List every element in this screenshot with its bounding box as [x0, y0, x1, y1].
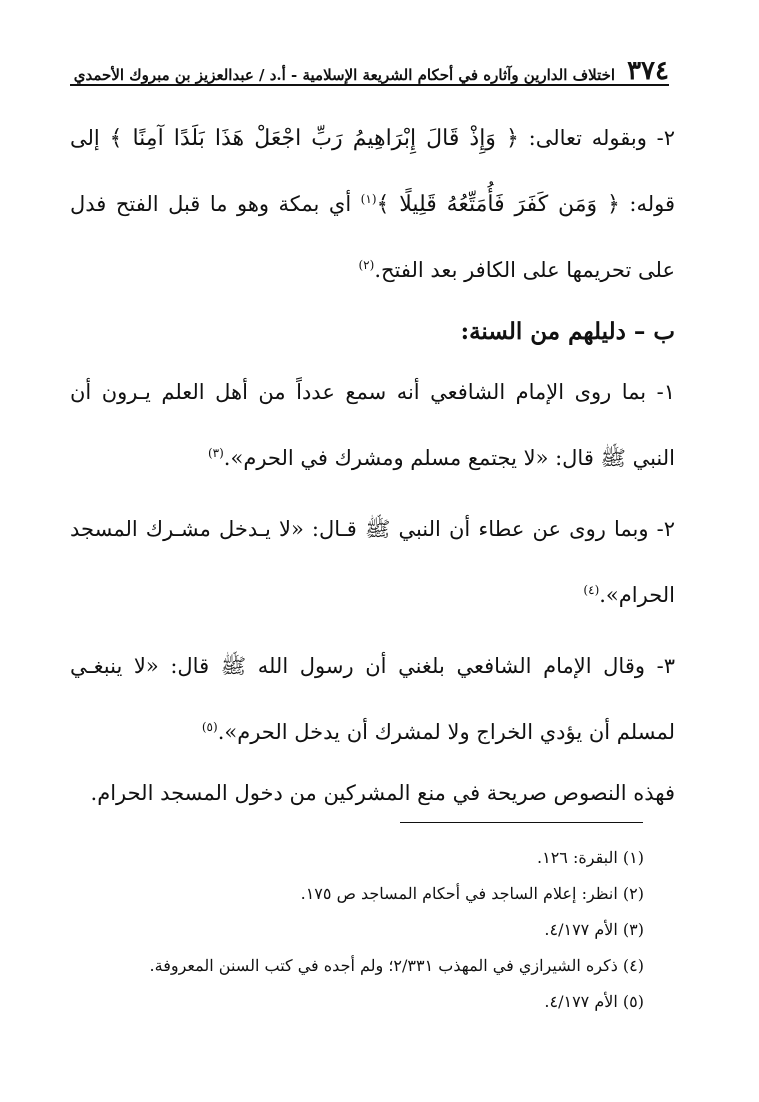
footnote-5: (٥) الأم ٤/١٧٧. [544, 992, 644, 1011]
hadith-paragraph-3 [70, 636, 675, 763]
hadith-text-2: ٢- وبما روى عن عطاء أن النبي ﷺ قـال: «لا يـدخل مشـرك المسجد الحرام». [70, 517, 675, 607]
hadith-paragraph-1 [70, 362, 675, 489]
quran-verse-1: ﴿ وَإِذْ قَالَ إِبْرَاهِيمُ رَبِّ اجْعَلْ هَذَا بَلَدًا آمِنًا ﴾ [109, 126, 519, 151]
paragraph-explanation: أي بمكة وهو ما قبل الفتح فدل على تحريمها على الكافر بعد الفتح. [70, 192, 675, 282]
running-header [70, 58, 669, 86]
footnote-ref-1: (١) [360, 192, 377, 206]
footnote-ref-3: (٣) [207, 446, 224, 460]
footnote-2: (٢) انظر: إعلام الساجد في أحكام المساجد ص ١٧٥. [300, 884, 644, 903]
header-title: اختلاف الدارين وآثاره في أحكام الشريعة الإسلامية - أ.د / عبدالعزيز بن مبروك الأحمدي [73, 66, 616, 84]
main-text [70, 108, 675, 824]
paragraph-intro: ٢- وبقوله تعالى: [518, 126, 676, 150]
hadith-text-1: ١- بما روى الإمام الشافعي أنه سمع عدداً من أهل العلم يـرون أن النبي ﷺ قال: «لا يجتمع مسلم ومشرك في الحرم». [70, 380, 675, 470]
spacer [70, 489, 675, 499]
footnote-ref-5: (٥) [201, 720, 218, 734]
footnote-3: (٣) الأم ٤/١٧٧. [544, 920, 644, 939]
footnote-divider [400, 822, 643, 823]
footnote-ref-2: (٢) [358, 258, 375, 272]
paragraph-quran-evidence [70, 108, 675, 301]
page-number: ٣٧٤ [627, 56, 669, 86]
paragraph-connector: إلى قوله: [70, 126, 676, 216]
quran-verse-2: ﴿ وَمَن كَفَرَ فَأُمَتِّعُهُ قَلِيلًا ﴾ [376, 192, 620, 217]
footnotes-list [100, 840, 644, 1020]
footnote-4: (٤) ذكره الشيرازي في المهذب ٢/٣٣١؛ ولم أجده في كتب السنن المعروفة. [149, 956, 644, 975]
hadith-text-3: ٣- وقال الإمام الشافعي بلغني أن رسول الله ﷺ قال: «لا ينبغـي لمسلم أن يؤدي الخراج ولا لمشرك أن يدخل الحرم». [70, 654, 675, 744]
hadith-paragraph-2 [70, 499, 675, 626]
footnote-1: (١) البقرة: ١٢٦. [537, 848, 644, 867]
footnote-ref-4: (٤) [583, 583, 600, 597]
spacer [70, 626, 675, 636]
section-heading: ب – دليلهم من السنة: [460, 318, 675, 345]
conclusion-paragraph: فهذه النصوص صريحة في منع المشركين من دخول المسجد الحرام. [90, 781, 675, 805]
